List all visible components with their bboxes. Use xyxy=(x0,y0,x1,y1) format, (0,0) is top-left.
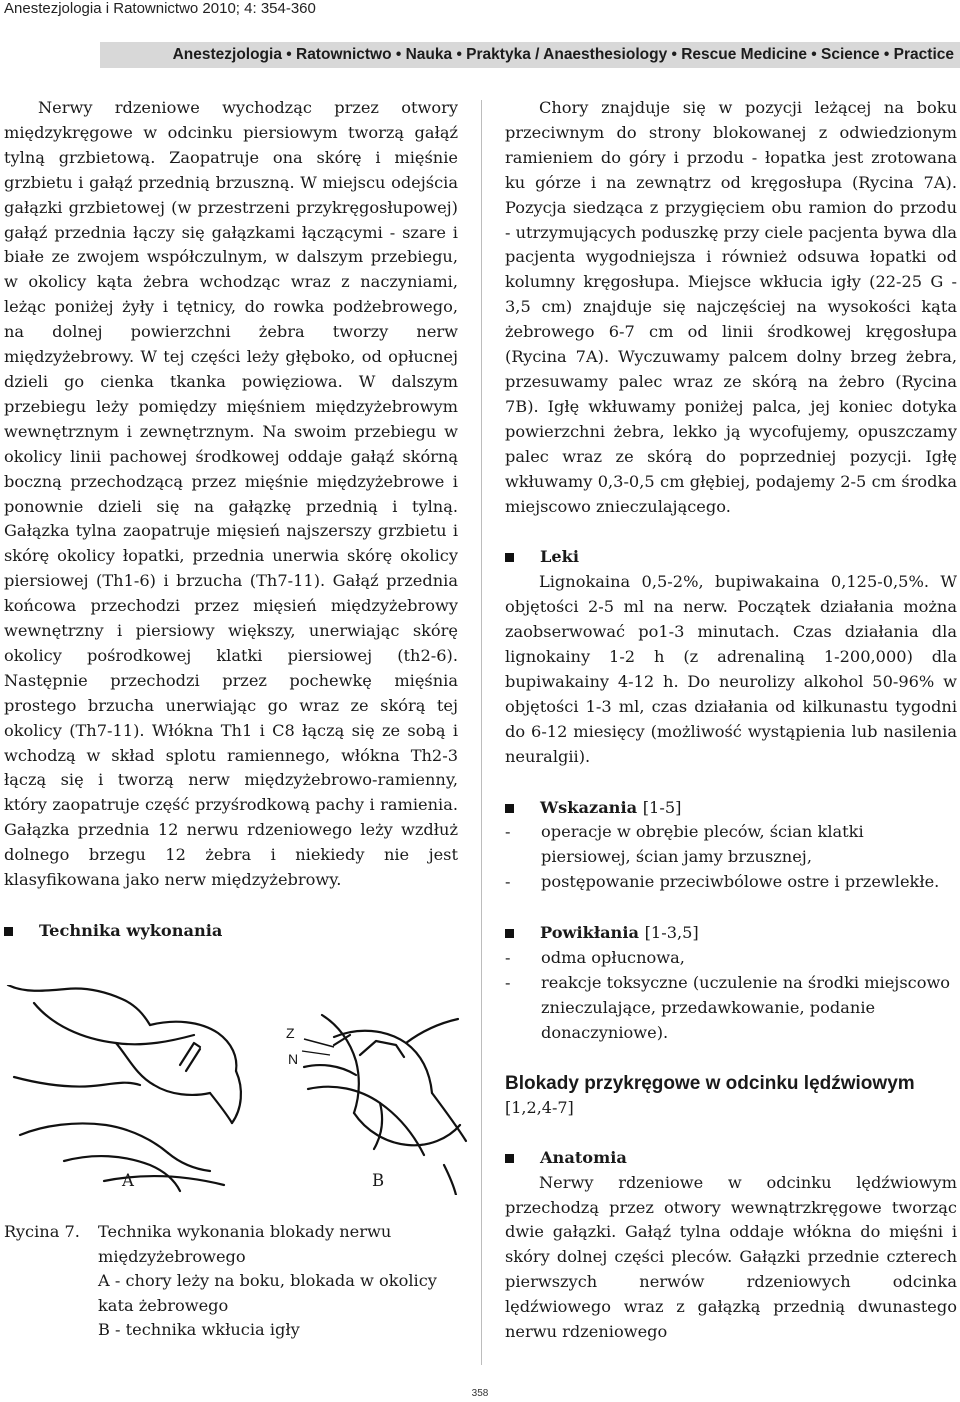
column-divider xyxy=(481,100,482,1365)
square-bullet-icon xyxy=(505,553,514,562)
square-bullet-icon xyxy=(505,804,514,813)
indications-ref: [1-5] xyxy=(642,797,682,817)
list-item: - operacje w obrębie pleców, ścian klatki piersiowej, ścian jamy brzusznej, xyxy=(505,822,864,867)
indications-heading-text: Wskazania xyxy=(540,797,638,817)
indications-list xyxy=(505,820,957,895)
drugs-heading-text: Leki xyxy=(540,547,580,567)
lumbar-title-text: Blokady przykręgowe w odcinku lędźwiowym xyxy=(505,1072,915,1094)
panel-z-label: Z xyxy=(286,1025,295,1041)
panel-n-label: N xyxy=(288,1051,299,1067)
complications-heading-text: Powikłania xyxy=(540,923,639,943)
panel-b-drawing xyxy=(304,1015,466,1195)
anatomy-heading xyxy=(505,1146,957,1171)
caption-line: międzyżebrowego xyxy=(98,1246,246,1266)
figure-7-illustration xyxy=(4,985,474,1195)
figure-caption xyxy=(4,1220,474,1343)
lumbar-section-title xyxy=(505,1072,957,1120)
lumbar-title-ref: [1,2,4-7] xyxy=(505,1097,574,1117)
list-item: - postępowanie przeciwbólowe ostre i przewlekłe. xyxy=(505,872,940,892)
anatomy-intro-paragraph: Nerwy rdzeniowe wychodząc przez otwory międzykręgowe w odcinku piersiowym tworzą gałąź tylną grzbietową. Zaopatruje ona skórę i mięśnie grzbietu i gałąź przednią brzuszną. W miejscu odejścia gałązki grzbietowej (w przestrzeni przykręgosłupowej) gałąź przednia łączy się gałązkami łączącymi - szare i białe ze zwojem współczulnym, w dalszym przebiegu, w okolicy kąta żebra wchodząc wraz z naczyniami, leżąc poniżej żyły i tętnicy, do rowka podżebrowego, na dolnej powierzchni żebra tworzy nerw międzyżebrowy. W tej części leży głęboko, od opłucnej dzieli go cienka tkanka powięziowa. W dalszym przebiegu leży pomiędzy mięśniem międzyżebrowym wewnętrznym i zewnętrznym. Na swoim przebiegu w okolicy linii pachowej środkowej oddaje gałąź skórną boczną przechodzącą przez mięśnie międzyżebrowe i ponownie dzieli się na gałązkę przednią i tylną. Gałązka tylna zaopatruje mięsień najszerszy grzbietu i skórę okolicy łopatki, przednia unerwia skórę okolicy piersiowej (Th1-6) i brzucha (Th7-11). Gałąź przednia końcowa przechodzi przez mięsień międzyżebrowy wewnętrzny i piersiowy większy, unerwiając skórę okolicy pośrodkowej klatki piersiowej (th2-6). Następnie przechodzi przez pochewkę mięśnia prostego brzucha unerwiając go wraz ze skórą tej okolicy (Th7-11). Włókna Th1 i C8 łączą się ze sobą i wchodzą w skład splotu ramiennego, włókna Th2-3 łączą się i tworzą nerw międzyżebrowo-ramienny, który zaopatruje część przyśrodkową pachy i ramienia. Gałązka przednia 12 nerwu rdzeniowego leży wzdłuż dolnego brzegu 12 żebra i niekiedy nie jest klasyfikowana jako nerw międzyżebrowy. xyxy=(4,98,458,890)
needle-line xyxy=(304,1039,334,1047)
anatomy-paragraph: Nerwy rdzeniowe w odcinku lędźwiowym przechodzą przez otwory wewnątrzkręgowe tworząc dwie gałązki. Gałąź tylna oddaje włókna do mięśni i skóry dolnej części pleców. Gałązki przednie czterech pierwszych nerwów rdzeniowych odcinka lędźwiowego wraz z gałązką przednią dwunastego nerwu rdzeniowego xyxy=(505,1172,957,1342)
caption-label: Rycina 7. xyxy=(4,1222,80,1241)
list-item: - odma opłucnowa, xyxy=(505,948,685,968)
skin-marker-line xyxy=(302,1051,330,1055)
technique-heading-text: Technika wykonania xyxy=(39,921,223,940)
anatomy-heading-text: Anatomia xyxy=(540,1147,627,1167)
position-paragraph: Chory znajduje się w pozycji leżącej na boku przeciwnym do strony blokowanej z odwiedzionym ramieniem do góry i przodu - łopatka jest zrotowana ku górze i na zewnątrz od kręgosłupa (Rycina 7A). Pozycja siedząca z przygięciem obu ramion do przodu - utrzymujących poduszkę przy ciele pacjenta bywa dla pacjenta wygodniejsza i również odsuwa łopatki od kolumny kręgosłupa. Miejsce wkłucia igły (22-25 G - 3,5 cm) znajduje się najczęściej na wysokości kąta żebrowego 6-7 cm od linii środkowej kręgosłupa (Rycina 7A). Wyczuwamy palcem dolny brzeg żebra, przesuwamy palec wraz ze skórą na żebro (Rycina 7B). Igłę wkłuwamy poniżej palca, jej koniec dotyka powierzchni żebra, lekko ją wycofujemy, opuszczamy palec wraz ze skórą do poprzedniej pozycji. Igłę wkłuwamy 0,3-0,5 cm głębiej, podajemy 2-5 cm środka miejscowo znieczulającego. xyxy=(505,98,957,516)
square-bullet-icon xyxy=(505,1154,514,1163)
complications-heading xyxy=(505,921,957,946)
panel-b-label: B xyxy=(372,1171,385,1190)
journal-banner: Anestezjologia • Ratownictwo • Nauka • Praktyka / Anaesthesiology • Rescue Medicine • Science • Practice xyxy=(100,42,960,68)
caption-line: A - chory leży na boku, blokada w okolicy xyxy=(98,1271,437,1290)
left-column xyxy=(4,96,458,944)
figure-7 xyxy=(4,985,474,1195)
caption-line: B - technika wkłucia igły xyxy=(98,1320,300,1339)
drugs-heading xyxy=(505,545,957,570)
caption-line: Technika wykonania blokady nerwu xyxy=(98,1222,392,1241)
list-item: - reakcje toksyczne (uczulenie na środki miejscowo znieczulające, przedawkowanie, podanie donaczyniowe). xyxy=(505,973,951,1042)
indications-heading xyxy=(505,796,957,821)
panel-a-drawing xyxy=(8,985,241,1191)
drugs-paragraph: Lignokaina 0,5-2%, bupiwakaina 0,125-0,5%. W objętości 2-5 ml na nerw. Początek działania można zaobserwować po1-3 minutach. Czas działania dla lignokainy 1-2 h (z adrenaliną 1-200,000) dla bupiwakainy 4-12 h. Do neurolizy alkohol 50-96% w objętości 1-3 ml, czas działania od kilkunastu tygodni do 6-12 miesięcy (możliwość wystąpienia lub nasilenia neuralgii). xyxy=(505,572,957,766)
square-bullet-icon xyxy=(4,927,13,936)
journal-reference: Anestezjologia i Ratownictwo 2010; 4: 354-360 xyxy=(4,0,316,17)
panel-a-label: A xyxy=(122,1171,134,1190)
caption-line: kata żebrowego xyxy=(98,1295,229,1315)
page-number: 358 xyxy=(471,1388,489,1399)
complications-ref: [1-3,5] xyxy=(644,923,699,943)
complications-list xyxy=(505,946,957,1046)
technique-heading xyxy=(4,919,458,944)
square-bullet-icon xyxy=(505,929,514,938)
caption-body xyxy=(98,1220,437,1343)
right-column xyxy=(505,96,957,1345)
